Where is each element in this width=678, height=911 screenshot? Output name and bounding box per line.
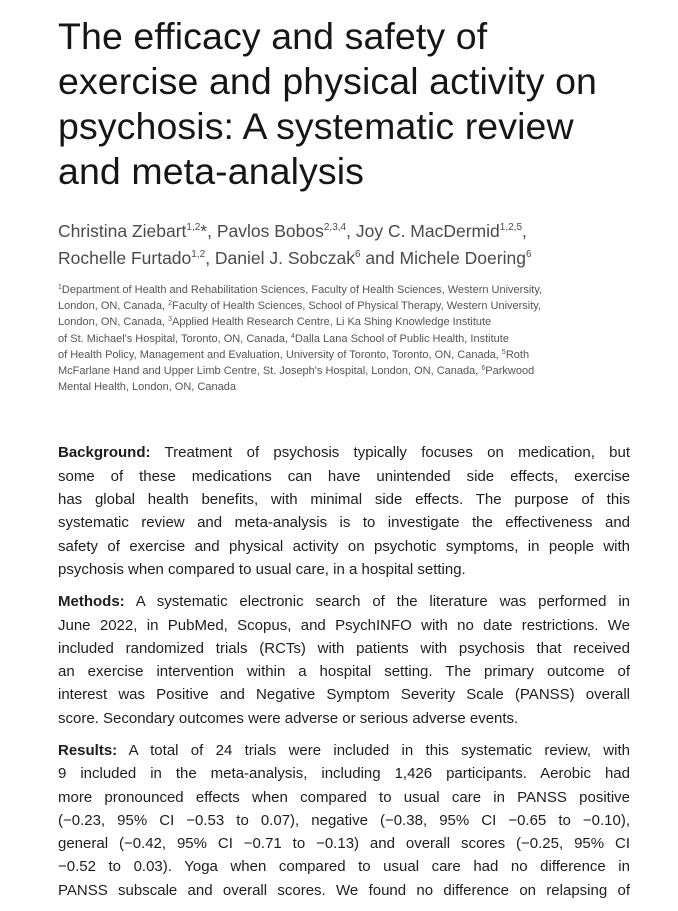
section-label: Background: — [58, 444, 151, 462]
article-page — [58, 14, 630, 911]
abstract-line — [58, 441, 630, 464]
affiliation-line — [58, 363, 630, 379]
abstract-line: an exercise intervention within a hospital setting. The primary outcome of — [58, 663, 630, 681]
abstract-line: systematic review and meta-analysis is to investigate the effectiveness and — [58, 514, 630, 532]
abstract-line: −0.52 to 0.03). Yoga when compared to usual care had no difference in — [58, 858, 630, 876]
affiliation-text: Parkwood — [485, 365, 535, 378]
author-separator: , — [346, 221, 356, 241]
affiliation-marker: 4 — [291, 332, 295, 340]
affiliation-marker: 6 — [481, 365, 486, 373]
affiliation-marker: 1 — [58, 284, 62, 291]
author-separator: , — [522, 221, 527, 241]
affiliation-marker: 5 — [501, 348, 506, 356]
author-separator: and — [360, 248, 400, 268]
abstract-line: psychosis when compared to usual care, in a hospital setting. — [58, 560, 466, 578]
abstract-results — [58, 739, 630, 902]
author-affiliation-marker: 6 — [525, 249, 532, 260]
affiliation-text: of Health Policy, Management and Evaluation, University of Toronto, Toronto, ON, Canada, — [58, 348, 502, 361]
affiliation-text: Mental Health, London, ON, Canada — [58, 381, 236, 394]
abstract-line: more pronounced effects when compared to usual care in PANSS positive — [58, 788, 630, 806]
author-line — [58, 218, 630, 245]
abstract — [58, 441, 630, 902]
affiliation-line — [58, 314, 630, 330]
abstract-line: PANSS subscale and overall scores. We found no difference on relapsing of — [58, 881, 630, 899]
affiliation-text: Dalla Lana School of Public Health, Institute — [294, 332, 509, 345]
author-name: Rochelle Furtado — [58, 248, 192, 268]
abstract-line: safety of exercise and physical activity on psychotic symptoms, in people with — [58, 537, 630, 555]
affiliation-text: Applied Health Research Centre, Li Ka Shing Knowledge Institute — [171, 316, 492, 329]
abstract-text: A total of 24 trials were included in this systematic review, with — [117, 741, 630, 759]
title-line: and meta-analysis — [58, 150, 365, 192]
abstract-line: (−0.23, 95% CI −0.53 to 0.07), negative (−0.38, 95% CI −0.65 to −0.10), — [58, 811, 630, 829]
abstract-text: A systematic electronic search of the literature was performed in — [124, 593, 630, 611]
abstract-line — [58, 739, 630, 762]
author-separator: *, — [200, 221, 217, 241]
abstract-line: score. Secondary outcomes were adverse or serious adverse events. — [58, 709, 519, 727]
affiliation-marker: 3 — [168, 316, 172, 324]
abstract-methods — [58, 590, 630, 730]
abstract-line: included randomized trials (RCTs) with patients with psychosis that received — [58, 639, 630, 657]
abstract-line — [58, 590, 630, 613]
title-line: psychosis: A systematic review — [58, 105, 574, 147]
affiliation-line — [58, 379, 630, 395]
author-list — [58, 218, 630, 272]
abstract-line: June 2022, in PubMed, Scopus, and PsychINFO with no date restrictions. We — [58, 616, 630, 634]
author-separator: , — [205, 248, 215, 268]
author-name: Joy C. MacDermid — [355, 221, 500, 241]
author-affiliation-marker: 1,2,5 — [499, 222, 523, 233]
abstract-line: some of these medications can have unintended side effects, exercise — [58, 467, 630, 485]
affiliation-text: London, ON, Canada, — [58, 300, 169, 313]
abstract-line: general (−0.42, 95% CI −0.71 to −0.13) and overall scores (−0.25, 95% CI — [58, 835, 630, 853]
abstract-line: 9 included in the meta-analysis, including 1,426 participants. Aerobic had — [58, 765, 630, 783]
affiliation-line — [58, 282, 630, 298]
author-affiliation-marker: 1,2 — [186, 222, 201, 233]
affiliation-text: London, ON, Canada, — [58, 316, 169, 329]
affiliations — [58, 282, 630, 395]
section-label: Methods: — [58, 593, 125, 611]
abstract-text: Treatment of psychosis typically focuses on medication, but — [150, 444, 630, 462]
article-title — [58, 14, 630, 194]
abstract-line: interest was Positive and Negative Symptom Severity Scale (PANSS) overall — [58, 686, 630, 704]
title-line: exercise and physical activity on — [58, 60, 597, 102]
affiliation-marker: 2 — [168, 300, 172, 308]
author-name: Christina Ziebart — [58, 221, 187, 241]
affiliation-line — [58, 331, 630, 347]
affiliation-text: Department of Health and Rehabilitation Sciences, Faculty of Health Sciences, Western University, — [61, 284, 543, 296]
author-line — [58, 245, 630, 272]
author-affiliation-marker: 6 — [355, 249, 361, 260]
author-affiliation-marker: 1,2 — [191, 249, 206, 260]
affiliation-text: Faculty of Health Sciences, School of Physical Therapy, Western University, — [171, 300, 542, 313]
affiliation-text: of St. Michael's Hospital, Toronto, ON, Canada, — [58, 332, 292, 345]
affiliation-text: Roth — [505, 348, 530, 361]
affiliation-line — [58, 298, 630, 314]
abstract-background — [58, 441, 630, 581]
author-name: Pavlos Bobos — [216, 221, 324, 241]
section-label: Results: — [58, 741, 118, 759]
abstract-line: has global health benefits, with minimal side effects. The purpose of this — [58, 491, 630, 509]
affiliation-text: McFarlane Hand and Upper Limb Centre, St. Joseph's Hospital, London, ON, Canada, — [58, 365, 482, 378]
author-name: Michele Doering — [399, 248, 526, 268]
author-affiliation-marker: 2,3,4 — [323, 222, 347, 233]
affiliation-line — [58, 347, 630, 363]
title-line: The efficacy and safety of — [58, 15, 488, 57]
author-name: Daniel J. Sobczak — [214, 248, 355, 268]
